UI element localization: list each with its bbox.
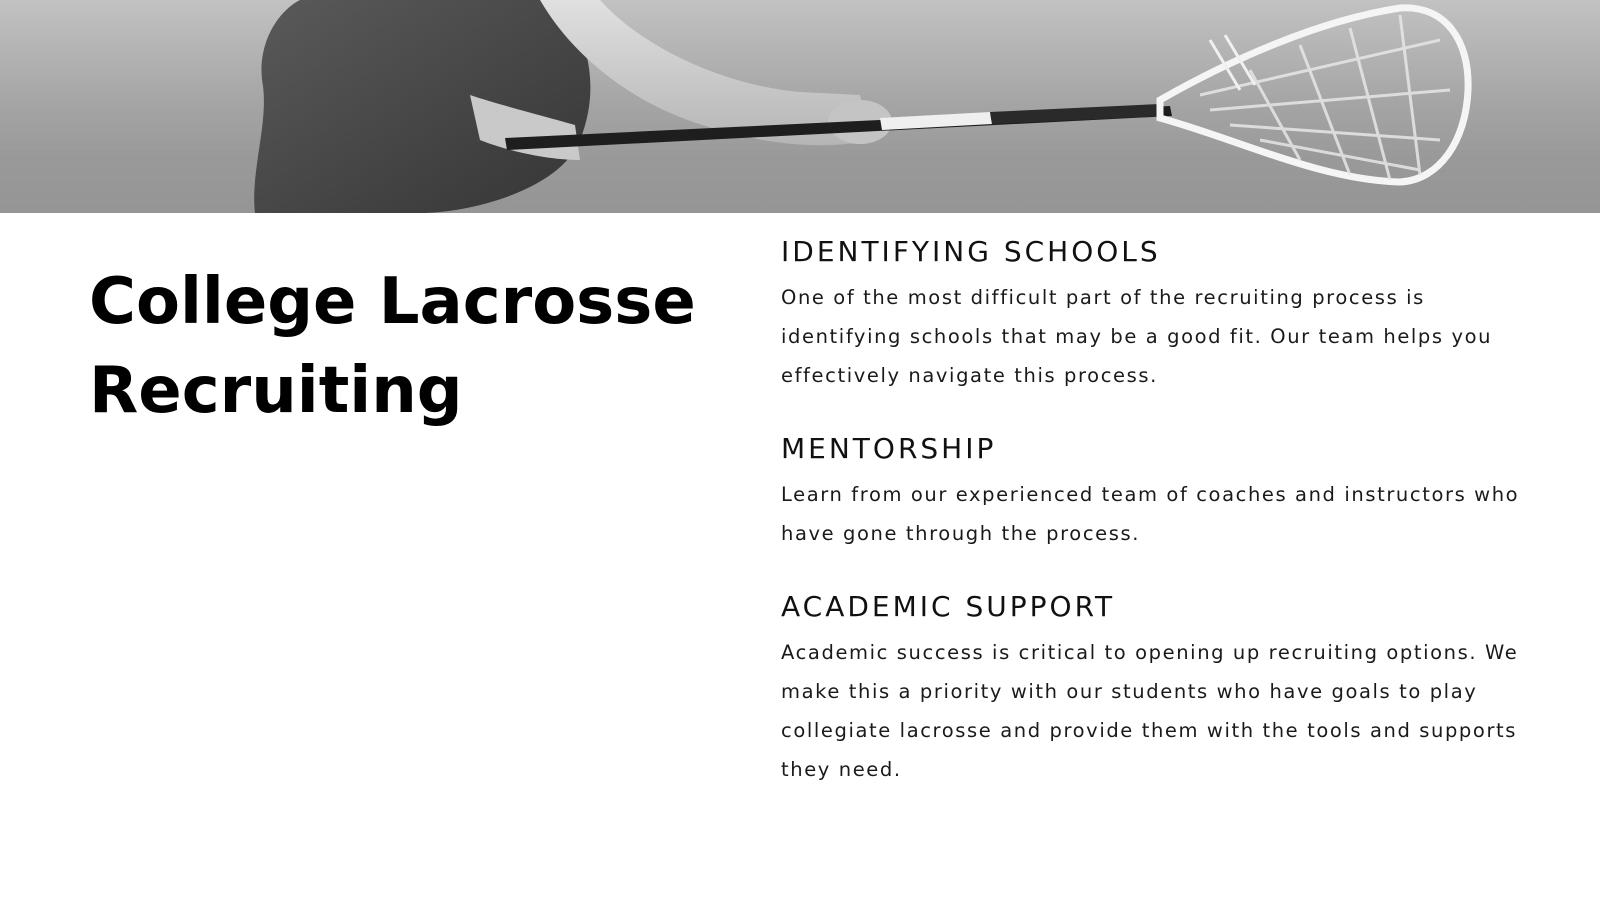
page-title-line-1: College Lacrosse xyxy=(89,265,696,339)
section-body: Academic success is critical to opening up recruiting options. We make this a priority with our students who have goals to play collegiate lacrosse and provide them with the tools and supports they need. xyxy=(781,641,1519,781)
section-academic-support xyxy=(781,587,1521,789)
section-body: One of the most difficult part of the recruiting process is identifying schools that may be a good fit. Our team helps you effectively navigate this process. xyxy=(781,286,1493,387)
section-mentorship xyxy=(781,429,1521,553)
page-title xyxy=(89,258,769,436)
section-identifying-schools xyxy=(781,232,1521,395)
feature-sections xyxy=(781,232,1521,789)
section-heading: IDENTIFYING SCHOOLS xyxy=(781,235,1161,268)
player-shirt xyxy=(254,0,590,213)
lacrosse-player-photo xyxy=(0,0,1600,213)
page-title-line-2: Recruiting xyxy=(89,354,463,428)
section-body: Learn from our experienced team of coaches and instructors who have gone through the process. xyxy=(781,483,1520,545)
hero-banner-image xyxy=(0,0,1600,213)
section-heading: MENTORSHIP xyxy=(781,432,997,465)
section-heading: ACADEMIC SUPPORT xyxy=(781,590,1116,623)
